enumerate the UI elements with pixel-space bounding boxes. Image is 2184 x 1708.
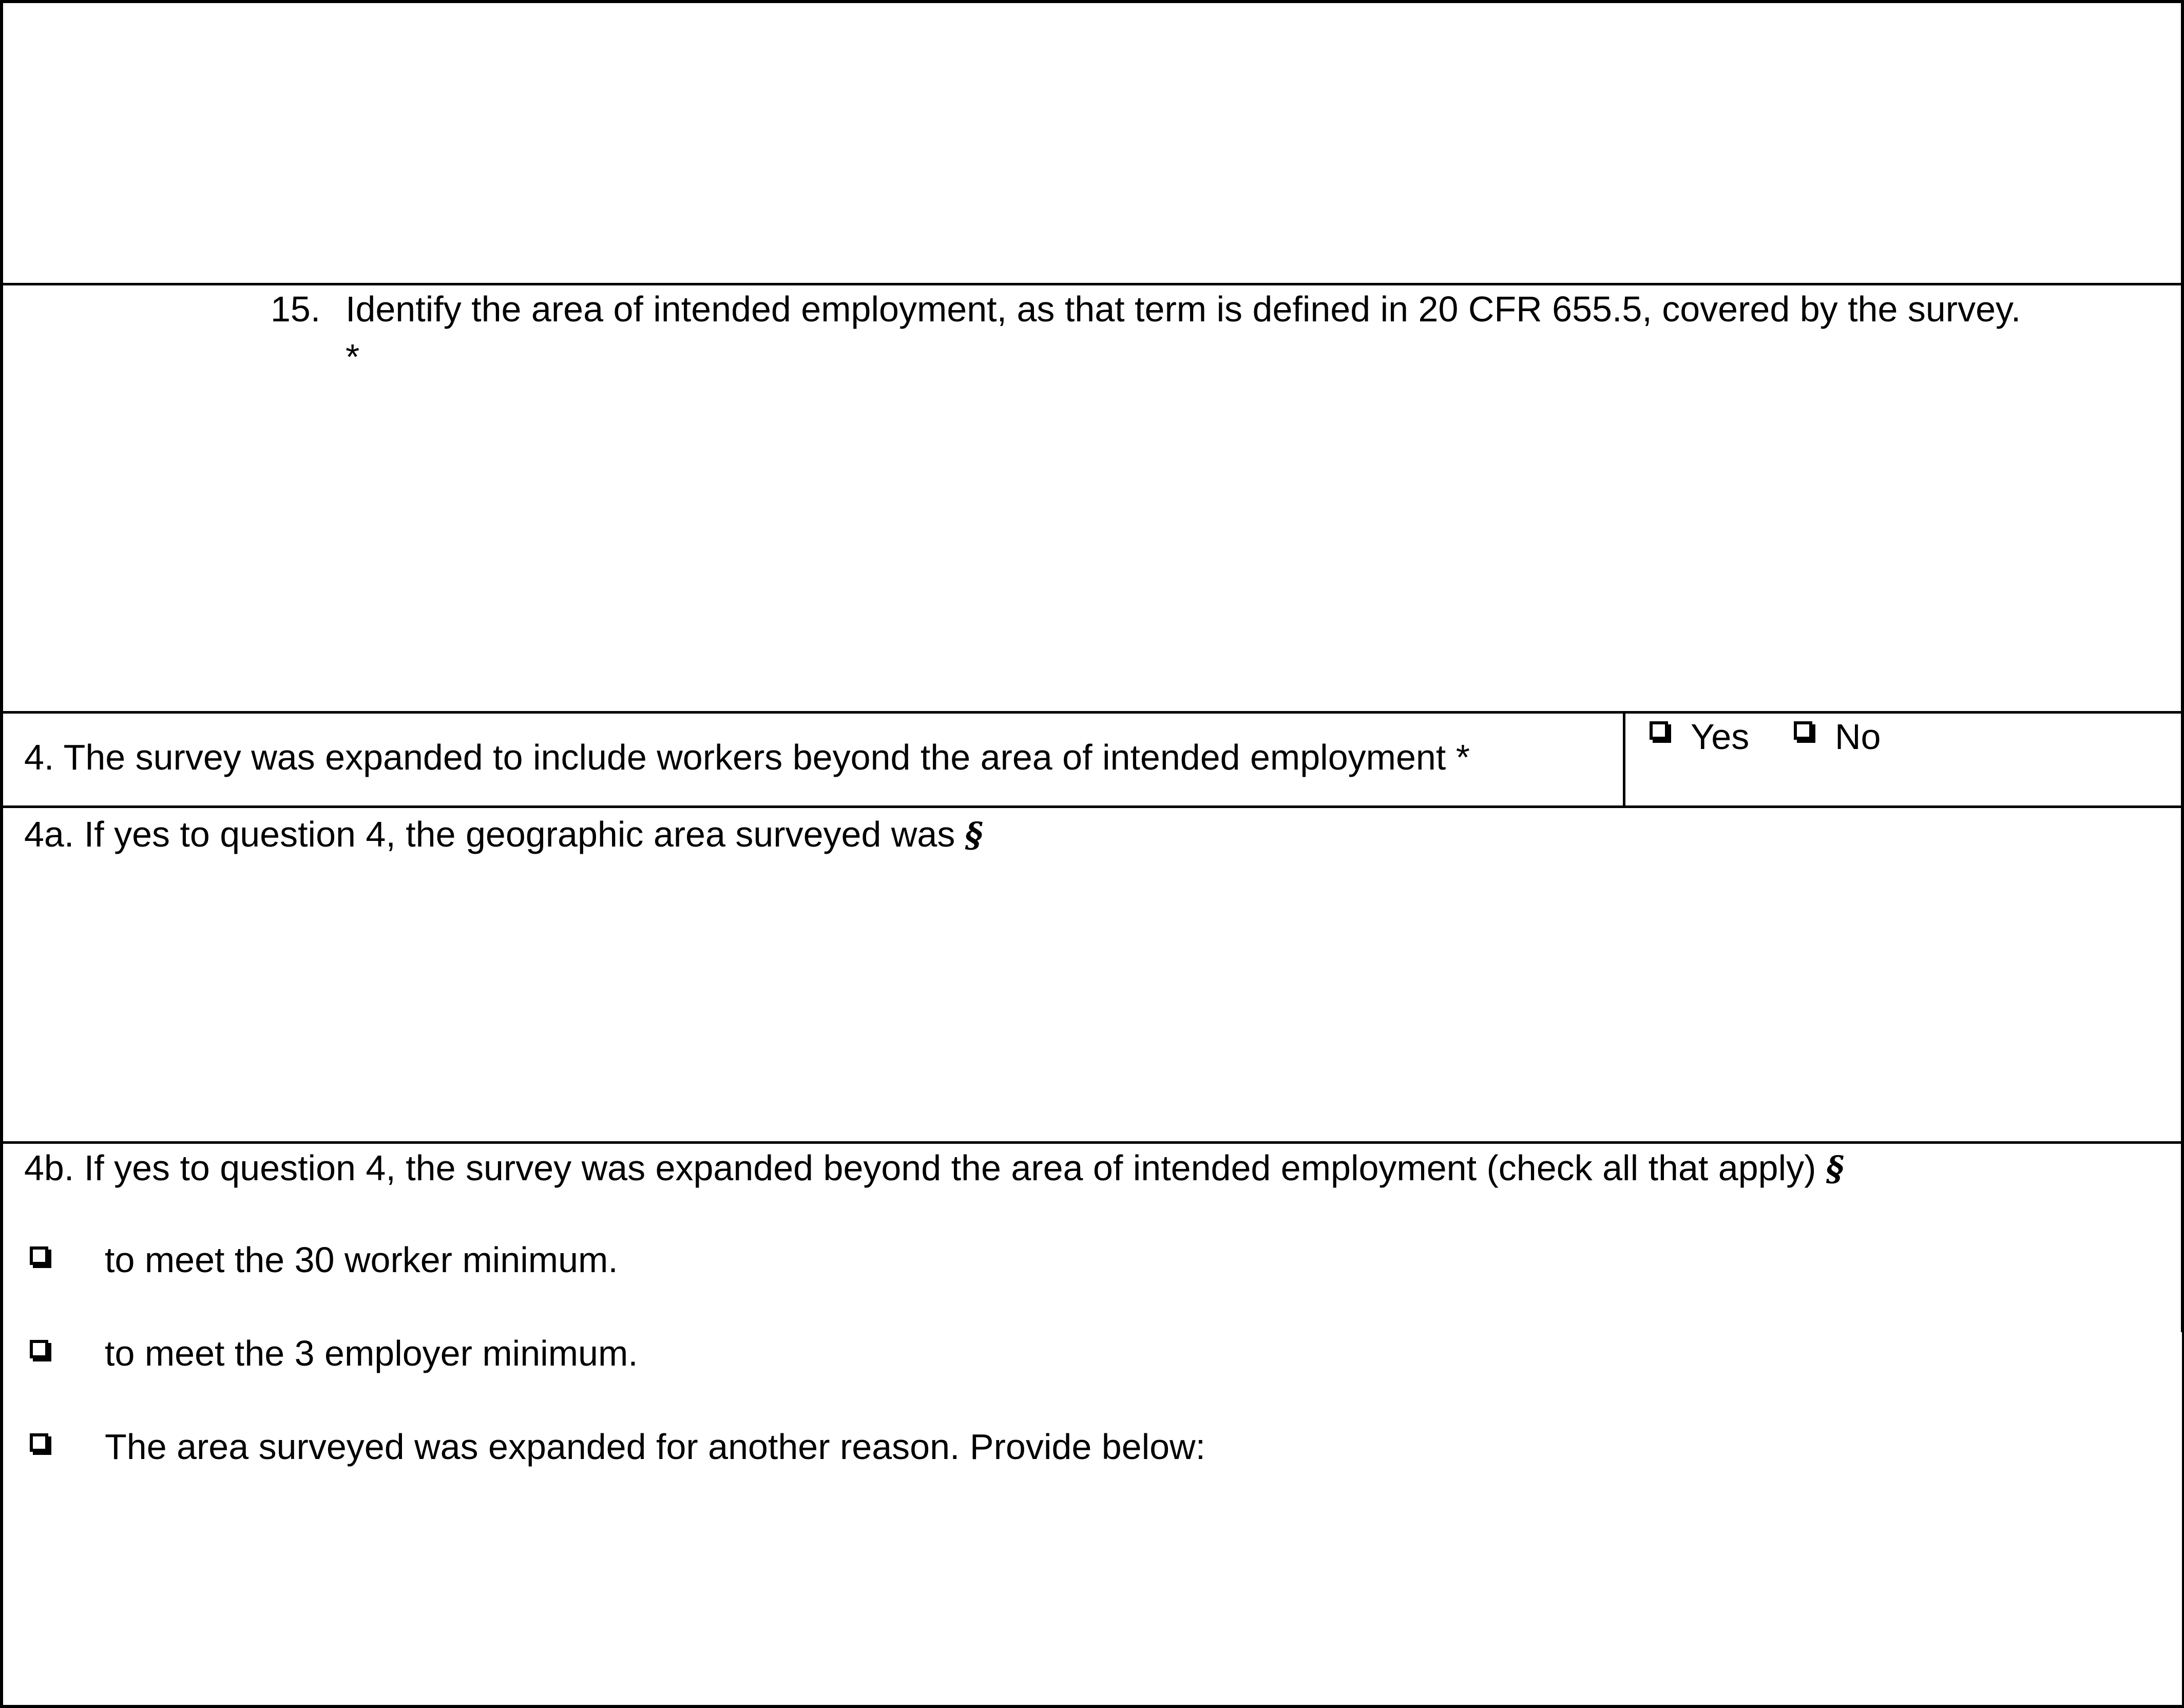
question-15-required-marker: * [346, 337, 360, 377]
q4b-option-3-employer-checkbox[interactable] [30, 1340, 48, 1358]
q4b-other-reason-answer-area[interactable] [3, 1479, 2181, 1705]
q4b-option-30-worker-label: to meet the 30 worker minimum. [105, 1240, 618, 1280]
row-divider-2 [0, 711, 2184, 714]
question-15-text: Identify the area of intended employment, as that term is defined in 20 CFR 655.5, covered by the survey. [346, 289, 2021, 329]
q4b-option-3-employer-label: to meet the 3 employer minimum. [105, 1333, 638, 1373]
question-4a-label: 4a. If yes to question 4, the geographic area surveyed was [24, 814, 955, 854]
q4-yes-label: Yes [1691, 717, 1750, 757]
column-divider-q4 [1623, 711, 1625, 808]
question-4b-label: 4b. If yes to question 4, the survey was expanded beyond the area of intended employment (check all that apply) [24, 1148, 1816, 1188]
form-border-right-lower [2182, 1332, 2184, 1708]
question-4a-section-marker: § [965, 815, 983, 855]
question-4a-answer-area[interactable] [3, 862, 2181, 1141]
question-4b-text [24, 1150, 1844, 1186]
question-4a-text [24, 814, 983, 855]
row-divider-4 [0, 1141, 2184, 1144]
question-15-answer-area[interactable] [3, 380, 2181, 711]
row-divider-3 [0, 805, 2184, 808]
q4b-option-30-worker-checkbox[interactable] [30, 1246, 48, 1265]
q4-yes-checkbox[interactable] [1650, 721, 1668, 740]
question-15-number: 15. [271, 289, 321, 329]
q4-no-checkbox[interactable] [1794, 721, 1812, 740]
question-4-text: 4. The survey was expanded to include workers beyond the area of intended employment * [24, 737, 1470, 777]
q4b-option-other-reason-label: The area surveyed was expanded for another reason. Provide below: [105, 1427, 1206, 1467]
q4-no-label: No [1835, 717, 1881, 757]
question-4b-section-marker: § [1826, 1148, 1844, 1188]
row-divider-1 [0, 283, 2184, 285]
answer-area-top[interactable] [3, 3, 2181, 283]
form-border-right-upper [2181, 0, 2184, 1332]
form-border-bottom [0, 1705, 2184, 1708]
q4b-option-other-reason-checkbox[interactable] [30, 1433, 48, 1452]
